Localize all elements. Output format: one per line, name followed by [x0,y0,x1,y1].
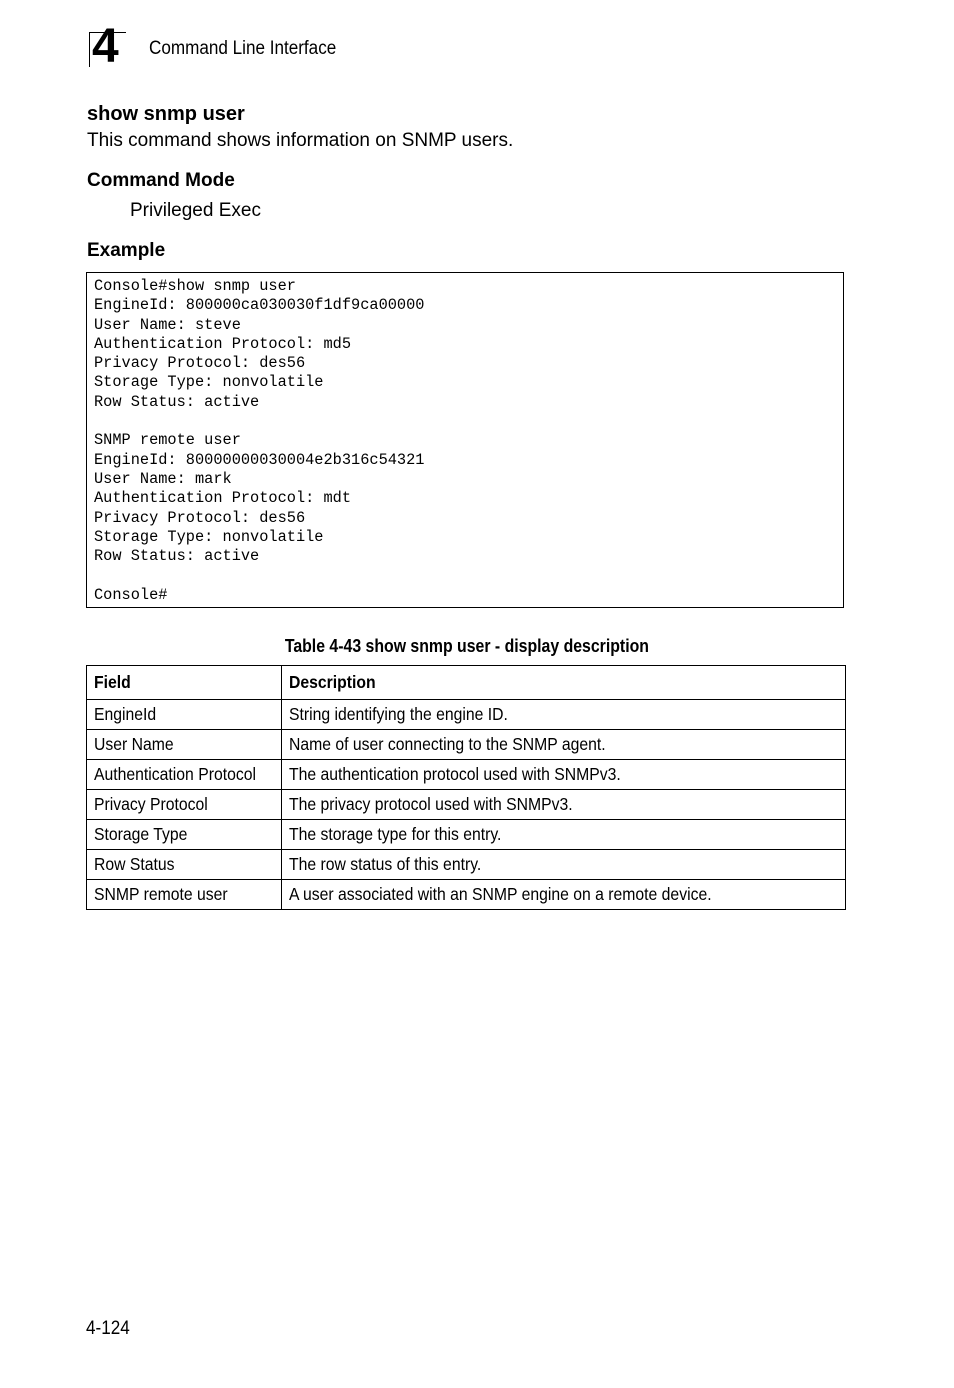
field-cell: Storage Type [87,820,282,850]
description-cell: Name of user connecting to the SNMP agent. [282,730,846,760]
description-cell: String identifying the engine ID. [282,700,846,730]
field-cell: Row Status [87,850,282,880]
table-row [87,760,846,790]
description-cell: The storage type for this entry. [282,820,846,850]
field-cell: Authentication Protocol [87,760,282,790]
command-description: This command shows information on SNMP users. [87,130,514,151]
table-row [87,790,846,820]
command-title: show snmp user [87,103,245,125]
field-cell: User Name [87,730,282,760]
chapter-marker [89,20,127,73]
console-output: Console#show snmp user EngineId: 800000ca030030f1df9ca00000 User Name: steve Authentication Protocol: md5 Privacy Protocol: des56 Storage Type: nonvolatile Row Status: active SNMP remote user EngineId: 80000000030004e2b316c54321 User Name: mark Authentication Protocol: mdt Privacy Protocol: des56 Storage Type: nonvolatile Row Status: active Console# [94,277,425,604]
chapter-number: 4 [92,20,119,73]
table-header-row [87,666,846,700]
description-cell: A user associated with an SNMP engine on a remote device. [282,880,846,910]
command-mode-heading: Command Mode [87,170,235,191]
table-caption-text: Table 4-43 show snmp user - display description [284,636,650,656]
table-row [87,820,846,850]
command-mode-value: Privileged Exec [130,200,261,221]
header-field: Field [87,666,282,700]
example-heading: Example [87,240,166,261]
field-cell: Privacy Protocol [87,790,282,820]
description-table [86,665,846,910]
field-cell: SNMP remote user [87,880,282,910]
table-row [87,880,846,910]
field-cell: EngineId [87,700,282,730]
table-row [87,730,846,760]
description-cell: The row status of this entry. [282,850,846,880]
example-console-box [86,272,844,608]
table-row [87,700,846,730]
description-cell: The privacy protocol used with SNMPv3. [282,790,846,820]
table-caption [0,636,934,657]
running-header: Command Line Interface [149,38,337,59]
page-number: 4-124 [86,1318,130,1339]
header-description: Description [282,666,846,700]
description-cell: The authentication protocol used with SNMPv3. [282,760,846,790]
table-row [87,850,846,880]
